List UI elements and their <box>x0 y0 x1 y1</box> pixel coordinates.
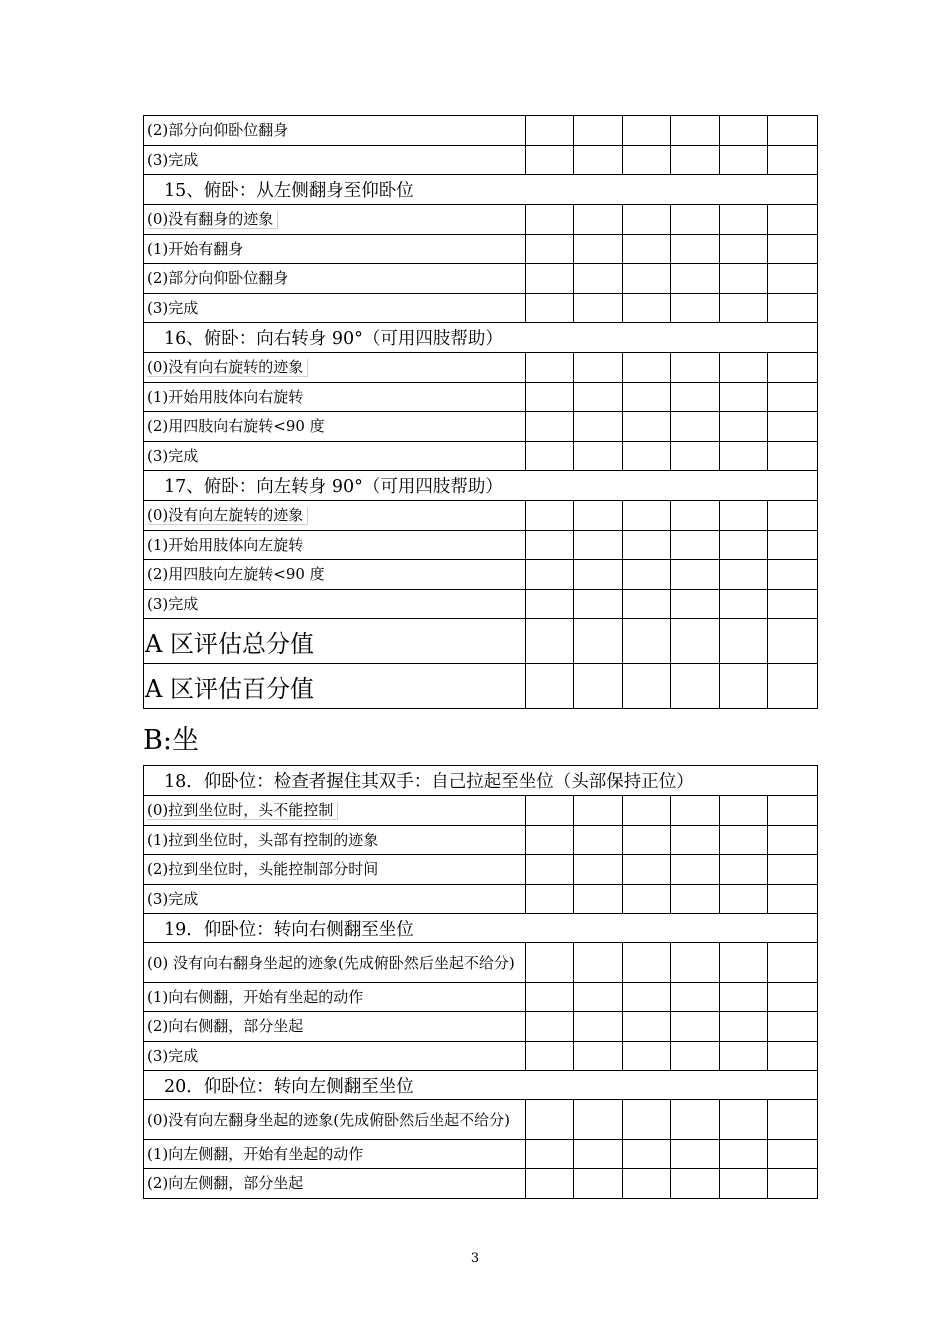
score-cell[interactable] <box>623 560 671 590</box>
score-cell[interactable] <box>526 146 574 175</box>
score-cell[interactable] <box>574 943 623 983</box>
row-text: (0)拉到坐位时，头不能控制 <box>147 802 338 820</box>
score-cell[interactable] <box>720 353 768 383</box>
score-cell[interactable] <box>574 1140 623 1169</box>
score-cell[interactable] <box>623 885 671 914</box>
score-cell[interactable] <box>768 560 818 590</box>
score-cell[interactable] <box>720 146 768 175</box>
score-cell[interactable] <box>623 1100 671 1140</box>
option-label <box>144 943 526 983</box>
row-text: (0)没有向右旋转的迹象 <box>147 359 308 377</box>
option-label <box>144 560 526 590</box>
score-cell[interactable] <box>671 560 720 590</box>
score-cell[interactable] <box>720 983 768 1012</box>
option-label <box>144 205 526 235</box>
option-row <box>144 590 818 619</box>
score-cell[interactable] <box>623 1140 671 1169</box>
score-cell[interactable] <box>671 235 720 264</box>
score-cell[interactable] <box>574 664 623 709</box>
score-cell[interactable] <box>768 442 818 471</box>
option-row <box>144 1140 818 1169</box>
score-cell[interactable] <box>768 353 818 383</box>
option-row <box>144 983 818 1012</box>
score-cell[interactable] <box>768 383 818 412</box>
score-cell[interactable] <box>720 619 768 664</box>
score-cell[interactable] <box>720 116 768 146</box>
score-cell[interactable] <box>623 826 671 855</box>
option-label <box>144 885 526 914</box>
score-cell[interactable] <box>623 664 671 709</box>
score-cell[interactable] <box>526 1042 574 1071</box>
row-text: (0) 没有向右翻身坐起的迹象(先成俯卧然后坐起不给分) <box>147 953 515 972</box>
score-cell[interactable] <box>526 1012 574 1042</box>
score-cell[interactable] <box>671 1169 720 1199</box>
row-text: (0)没有向左旋转的迹象 <box>147 507 308 525</box>
score-cell[interactable] <box>671 146 720 175</box>
score-cell[interactable] <box>526 983 574 1012</box>
score-cell[interactable] <box>526 531 574 560</box>
score-cell[interactable] <box>671 383 720 412</box>
row-text: 15、俯卧：从左侧翻身至仰卧位 <box>164 181 414 201</box>
score-cell[interactable] <box>768 983 818 1012</box>
option-row <box>144 116 818 146</box>
score-cell[interactable] <box>526 235 574 264</box>
row-text: 16、俯卧：向右转身 90°（可用四肢帮助） <box>164 329 503 349</box>
score-cell[interactable] <box>671 442 720 471</box>
option-label <box>144 353 526 383</box>
score-cell[interactable] <box>623 146 671 175</box>
section-a-table <box>143 115 818 709</box>
option-label <box>144 264 526 294</box>
option-label <box>144 1012 526 1042</box>
row-text: (2)向左侧翻，部分坐起 <box>147 1174 304 1192</box>
score-cell[interactable] <box>526 294 574 323</box>
score-cell[interactable] <box>720 796 768 826</box>
score-cell[interactable] <box>720 1012 768 1042</box>
row-text: (1)开始有翻身 <box>147 239 244 258</box>
score-cell[interactable] <box>623 501 671 531</box>
option-label <box>144 146 526 175</box>
score-cell[interactable] <box>526 442 574 471</box>
score-cell[interactable] <box>768 826 818 855</box>
score-cell[interactable] <box>720 664 768 709</box>
score-cell[interactable] <box>720 501 768 531</box>
score-cell[interactable] <box>720 442 768 471</box>
score-cell[interactable] <box>526 1140 574 1169</box>
score-cell[interactable] <box>526 205 574 235</box>
score-cell[interactable] <box>574 796 623 826</box>
score-cell[interactable] <box>526 943 574 983</box>
score-cell[interactable] <box>768 116 818 146</box>
item-heading-row <box>144 323 818 353</box>
row-text: (3)完成 <box>147 889 199 908</box>
score-cell[interactable] <box>720 560 768 590</box>
score-cell[interactable] <box>526 664 574 709</box>
option-row <box>144 146 818 175</box>
score-cell[interactable] <box>671 796 720 826</box>
score-cell[interactable] <box>768 235 818 264</box>
score-cell[interactable] <box>671 855 720 885</box>
item-heading <box>144 914 818 943</box>
score-cell[interactable] <box>526 619 574 664</box>
score-cell[interactable] <box>720 855 768 885</box>
row-text: (1)开始用肢体向左旋转 <box>147 535 304 554</box>
score-cell[interactable] <box>574 885 623 914</box>
score-cell[interactable] <box>574 264 623 294</box>
item-heading <box>144 1071 818 1100</box>
score-cell[interactable] <box>768 943 818 983</box>
row-text: (0)没有翻身的迹象 <box>147 211 278 229</box>
item-heading-row <box>144 914 818 943</box>
score-cell[interactable] <box>671 983 720 1012</box>
option-row <box>144 1042 818 1071</box>
row-text: (2)部分向仰卧位翻身 <box>147 121 289 139</box>
score-cell[interactable] <box>574 294 623 323</box>
option-label <box>144 442 526 471</box>
row-text: (3)完成 <box>147 1046 199 1065</box>
score-cell[interactable] <box>671 1042 720 1071</box>
score-cell[interactable] <box>768 796 818 826</box>
summary-label <box>144 619 526 664</box>
score-cell[interactable] <box>574 560 623 590</box>
score-cell[interactable] <box>526 264 574 294</box>
score-cell[interactable] <box>768 855 818 885</box>
option-row <box>144 383 818 412</box>
option-label <box>144 826 526 855</box>
score-cell[interactable] <box>623 294 671 323</box>
option-row <box>144 412 818 442</box>
score-cell[interactable] <box>768 1140 818 1169</box>
score-cell[interactable] <box>720 826 768 855</box>
score-cell[interactable] <box>768 264 818 294</box>
summary-row <box>144 664 818 709</box>
option-row <box>144 796 818 826</box>
row-text: (3)完成 <box>147 446 199 465</box>
option-label <box>144 1042 526 1071</box>
score-cell[interactable] <box>671 116 720 146</box>
row-text: (2)拉到坐位时，头能控制部分时间 <box>147 860 379 878</box>
score-cell[interactable] <box>623 235 671 264</box>
option-row <box>144 1012 818 1042</box>
score-cell[interactable] <box>526 855 574 885</box>
score-cell[interactable] <box>574 205 623 235</box>
score-cell[interactable] <box>574 826 623 855</box>
score-cell[interactable] <box>671 412 720 442</box>
score-cell[interactable] <box>768 294 818 323</box>
score-cell[interactable] <box>768 146 818 175</box>
score-cell[interactable] <box>720 943 768 983</box>
score-cell[interactable] <box>720 264 768 294</box>
option-row <box>144 826 818 855</box>
item-heading-row <box>144 471 818 501</box>
page-number: 3 <box>470 1251 480 1266</box>
score-cell[interactable] <box>574 412 623 442</box>
section-b-title: B:坐 <box>143 725 199 756</box>
option-row <box>144 560 818 590</box>
score-cell[interactable] <box>623 205 671 235</box>
score-cell[interactable] <box>526 353 574 383</box>
score-cell[interactable] <box>526 885 574 914</box>
row-text: A 区评估总分值 <box>145 629 314 658</box>
score-cell[interactable] <box>623 412 671 442</box>
row-text: A 区评估百分值 <box>145 674 314 703</box>
score-cell[interactable] <box>526 383 574 412</box>
score-cell[interactable] <box>720 590 768 619</box>
score-cell[interactable] <box>623 796 671 826</box>
score-cell[interactable] <box>768 1169 818 1199</box>
summary-row <box>144 619 818 664</box>
score-cell[interactable] <box>526 590 574 619</box>
option-row <box>144 442 818 471</box>
option-row <box>144 1169 818 1199</box>
score-cell[interactable] <box>623 1012 671 1042</box>
item-heading-row <box>144 766 818 796</box>
score-cell[interactable] <box>623 590 671 619</box>
score-cell[interactable] <box>671 531 720 560</box>
score-cell[interactable] <box>671 885 720 914</box>
score-cell[interactable] <box>720 1140 768 1169</box>
score-cell[interactable] <box>671 205 720 235</box>
row-text: (0)没有向左翻身坐起的迹象(先成俯卧然后坐起不给分) <box>147 1110 510 1129</box>
score-cell[interactable] <box>574 531 623 560</box>
option-label <box>144 1169 526 1199</box>
score-cell[interactable] <box>720 205 768 235</box>
score-cell[interactable] <box>623 442 671 471</box>
row-text: (1)开始用肢体向右旋转 <box>147 387 304 406</box>
row-text: (2)用四肢向左旋转<90 度 <box>147 565 325 583</box>
score-cell[interactable] <box>720 235 768 264</box>
score-cell[interactable] <box>526 116 574 146</box>
row-text: (1)向左侧翻，开始有坐起的动作 <box>147 1144 364 1163</box>
score-cell[interactable] <box>574 442 623 471</box>
option-label <box>144 531 526 560</box>
option-label <box>144 590 526 619</box>
score-cell[interactable] <box>574 1169 623 1199</box>
option-row <box>144 353 818 383</box>
item-heading <box>144 766 818 796</box>
score-cell[interactable] <box>720 1100 768 1140</box>
score-cell[interactable] <box>623 943 671 983</box>
row-text: (1)拉到坐位时，头部有控制的迹象 <box>147 830 379 849</box>
score-cell[interactable] <box>526 412 574 442</box>
score-cell[interactable] <box>574 146 623 175</box>
option-label <box>144 116 526 146</box>
option-label <box>144 412 526 442</box>
score-cell[interactable] <box>671 264 720 294</box>
score-cell[interactable] <box>623 1042 671 1071</box>
option-label <box>144 983 526 1012</box>
item-heading <box>144 471 818 501</box>
option-row <box>144 885 818 914</box>
option-row <box>144 235 818 264</box>
row-text: 17、俯卧：向左转身 90°（可用四肢帮助） <box>164 477 503 497</box>
row-text: (1)向右侧翻，开始有坐起的动作 <box>147 987 364 1006</box>
row-text: (3)完成 <box>147 594 199 613</box>
score-cell[interactable] <box>720 1169 768 1199</box>
score-cell[interactable] <box>768 1100 818 1140</box>
score-cell[interactable] <box>671 826 720 855</box>
score-cell[interactable] <box>768 619 818 664</box>
option-label <box>144 501 526 531</box>
score-cell[interactable] <box>574 235 623 264</box>
score-cell[interactable] <box>671 1100 720 1140</box>
score-cell[interactable] <box>574 1012 623 1042</box>
score-cell[interactable] <box>768 531 818 560</box>
score-cell[interactable] <box>671 1140 720 1169</box>
row-text: (2)用四肢向右旋转<90 度 <box>147 417 325 435</box>
section-b-table <box>143 765 818 1199</box>
score-cell[interactable] <box>671 294 720 323</box>
score-cell[interactable] <box>574 855 623 885</box>
option-label <box>144 796 526 826</box>
score-cell[interactable] <box>623 983 671 1012</box>
score-cell[interactable] <box>671 501 720 531</box>
score-cell[interactable] <box>623 353 671 383</box>
score-cell[interactable] <box>623 855 671 885</box>
option-row <box>144 1100 818 1140</box>
score-cell[interactable] <box>720 383 768 412</box>
option-label <box>144 1140 526 1169</box>
item-heading <box>144 323 818 353</box>
score-cell[interactable] <box>526 1169 574 1199</box>
summary-label <box>144 664 526 709</box>
score-cell[interactable] <box>574 383 623 412</box>
score-cell[interactable] <box>671 1012 720 1042</box>
score-cell[interactable] <box>623 619 671 664</box>
option-label <box>144 294 526 323</box>
option-row <box>144 264 818 294</box>
row-text: 19．仰卧位：转向右侧翻至坐位 <box>164 919 414 940</box>
score-cell[interactable] <box>720 531 768 560</box>
score-cell[interactable] <box>671 353 720 383</box>
score-cell[interactable] <box>526 826 574 855</box>
score-cell[interactable] <box>574 1100 623 1140</box>
score-cell[interactable] <box>574 983 623 1012</box>
row-text: 18．仰卧位：检查者握住其双手：自己拉起至坐位（头部保持正位） <box>164 772 694 792</box>
score-cell[interactable] <box>526 501 574 531</box>
score-cell[interactable] <box>623 264 671 294</box>
option-row <box>144 294 818 323</box>
option-label <box>144 1100 526 1140</box>
score-cell[interactable] <box>574 116 623 146</box>
score-cell[interactable] <box>768 664 818 709</box>
option-row <box>144 943 818 983</box>
option-row <box>144 855 818 885</box>
score-cell[interactable] <box>671 664 720 709</box>
score-cell[interactable] <box>768 885 818 914</box>
score-cell[interactable] <box>574 590 623 619</box>
row-text: (2)部分向仰卧位翻身 <box>147 269 289 287</box>
score-cell[interactable] <box>720 412 768 442</box>
score-cell[interactable] <box>768 412 818 442</box>
score-cell[interactable] <box>526 560 574 590</box>
option-row <box>144 205 818 235</box>
score-cell[interactable] <box>526 796 574 826</box>
score-cell[interactable] <box>768 1012 818 1042</box>
item-heading-row <box>144 175 818 205</box>
score-cell[interactable] <box>623 531 671 560</box>
score-cell[interactable] <box>574 501 623 531</box>
score-cell[interactable] <box>526 1100 574 1140</box>
item-heading-row <box>144 1071 818 1100</box>
score-cell[interactable] <box>720 294 768 323</box>
row-text: (2)向右侧翻，部分坐起 <box>147 1017 304 1035</box>
option-row <box>144 501 818 531</box>
score-cell[interactable] <box>623 116 671 146</box>
row-text: (3)完成 <box>147 150 199 169</box>
score-cell[interactable] <box>768 205 818 235</box>
row-text: (3)完成 <box>147 298 199 317</box>
option-label <box>144 235 526 264</box>
score-cell[interactable] <box>671 943 720 983</box>
score-cell[interactable] <box>671 590 720 619</box>
score-cell[interactable] <box>720 1042 768 1071</box>
row-text: 20．仰卧位：转向左侧翻至坐位 <box>164 1076 414 1097</box>
score-cell[interactable] <box>623 383 671 412</box>
score-cell[interactable] <box>623 1169 671 1199</box>
option-label <box>144 855 526 885</box>
score-cell[interactable] <box>574 619 623 664</box>
option-label <box>144 383 526 412</box>
score-cell[interactable] <box>574 1042 623 1071</box>
item-heading <box>144 175 818 205</box>
score-cell[interactable] <box>768 501 818 531</box>
score-cell[interactable] <box>671 619 720 664</box>
score-cell[interactable] <box>768 1042 818 1071</box>
score-cell[interactable] <box>768 590 818 619</box>
option-row <box>144 531 818 560</box>
score-cell[interactable] <box>574 353 623 383</box>
score-cell[interactable] <box>720 885 768 914</box>
